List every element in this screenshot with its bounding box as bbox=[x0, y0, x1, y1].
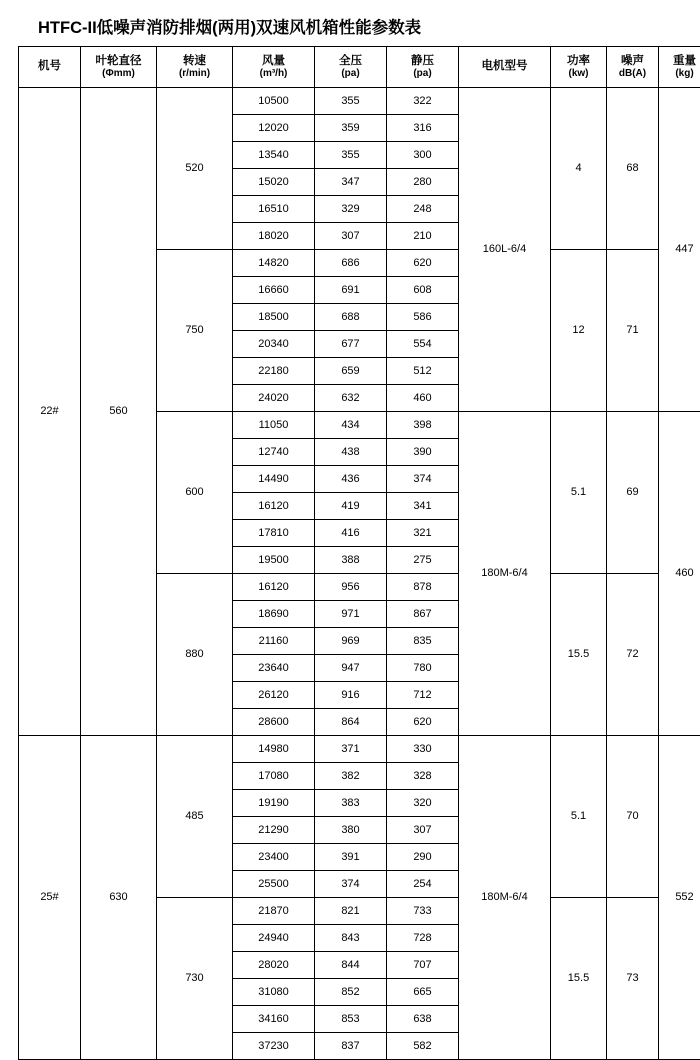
cell-flow: 18500 bbox=[233, 304, 315, 331]
cell-total-pressure: 956 bbox=[315, 574, 387, 601]
cell-impeller-diameter: 630 bbox=[81, 736, 157, 1060]
cell-static-pressure: 728 bbox=[387, 925, 459, 952]
cell-flow: 25500 bbox=[233, 871, 315, 898]
cell-static-pressure: 712 bbox=[387, 682, 459, 709]
cell-static-pressure: 330 bbox=[387, 736, 459, 763]
cell-flow: 23640 bbox=[233, 655, 315, 682]
cell-total-pressure: 853 bbox=[315, 1006, 387, 1033]
cell-flow: 14490 bbox=[233, 466, 315, 493]
cell-static-pressure: 878 bbox=[387, 574, 459, 601]
cell-noise: 70 bbox=[607, 736, 659, 898]
cell-flow: 18690 bbox=[233, 601, 315, 628]
cell-total-pressure: 388 bbox=[315, 547, 387, 574]
cell-static-pressure: 307 bbox=[387, 817, 459, 844]
cell-total-pressure: 391 bbox=[315, 844, 387, 871]
cell-static-pressure: 638 bbox=[387, 1006, 459, 1033]
cell-total-pressure: 844 bbox=[315, 952, 387, 979]
cell-model-no: 25# bbox=[19, 736, 81, 1060]
cell-flow: 13540 bbox=[233, 142, 315, 169]
cell-flow: 31080 bbox=[233, 979, 315, 1006]
cell-total-pressure: 347 bbox=[315, 169, 387, 196]
cell-flow: 12020 bbox=[233, 115, 315, 142]
cell-motor-model: 160L-6/4 bbox=[459, 88, 551, 412]
cell-static-pressure: 608 bbox=[387, 277, 459, 304]
header-total-pressure-unit: (pa) bbox=[315, 68, 386, 80]
header-total-pressure bbox=[315, 47, 387, 88]
cell-flow: 15020 bbox=[233, 169, 315, 196]
cell-power: 12 bbox=[551, 250, 607, 412]
cell-total-pressure: 688 bbox=[315, 304, 387, 331]
cell-impeller-diameter: 560 bbox=[81, 88, 157, 736]
header-rpm-unit: (r/min) bbox=[157, 68, 232, 80]
cell-noise: 72 bbox=[607, 574, 659, 736]
cell-flow: 18020 bbox=[233, 223, 315, 250]
cell-static-pressure: 341 bbox=[387, 493, 459, 520]
header-static-pressure-unit: (pa) bbox=[387, 68, 458, 80]
cell-total-pressure: 371 bbox=[315, 736, 387, 763]
header-total-pressure-label: 全压 bbox=[315, 55, 386, 68]
cell-flow: 28600 bbox=[233, 709, 315, 736]
cell-rpm: 520 bbox=[157, 88, 233, 250]
cell-flow: 26120 bbox=[233, 682, 315, 709]
cell-rpm: 750 bbox=[157, 250, 233, 412]
cell-flow: 19500 bbox=[233, 547, 315, 574]
header-motor-model-label: 电机型号 bbox=[459, 60, 550, 73]
header-rpm-label: 转速 bbox=[157, 55, 232, 68]
cell-static-pressure: 620 bbox=[387, 250, 459, 277]
cell-total-pressure: 691 bbox=[315, 277, 387, 304]
cell-total-pressure: 837 bbox=[315, 1033, 387, 1060]
cell-static-pressure: 321 bbox=[387, 520, 459, 547]
cell-total-pressure: 382 bbox=[315, 763, 387, 790]
header-flow-unit: (m³/h) bbox=[233, 68, 314, 80]
cell-static-pressure: 398 bbox=[387, 412, 459, 439]
cell-static-pressure: 665 bbox=[387, 979, 459, 1006]
header-rpm bbox=[157, 47, 233, 88]
cell-static-pressure: 390 bbox=[387, 439, 459, 466]
cell-flow: 37230 bbox=[233, 1033, 315, 1060]
cell-power: 15.5 bbox=[551, 574, 607, 736]
header-impeller-diameter-unit: (Φmm) bbox=[81, 68, 156, 80]
cell-flow: 24940 bbox=[233, 925, 315, 952]
cell-total-pressure: 355 bbox=[315, 142, 387, 169]
cell-model-no: 22# bbox=[19, 88, 81, 736]
cell-total-pressure: 843 bbox=[315, 925, 387, 952]
cell-total-pressure: 632 bbox=[315, 385, 387, 412]
cell-static-pressure: 254 bbox=[387, 871, 459, 898]
header-flow bbox=[233, 47, 315, 88]
cell-rpm: 485 bbox=[157, 736, 233, 898]
cell-flow: 19190 bbox=[233, 790, 315, 817]
cell-total-pressure: 374 bbox=[315, 871, 387, 898]
header-power-unit: (kw) bbox=[551, 68, 606, 80]
cell-flow: 16510 bbox=[233, 196, 315, 223]
cell-noise: 68 bbox=[607, 88, 659, 250]
header-model-no-label: 机号 bbox=[19, 60, 80, 73]
cell-flow: 16660 bbox=[233, 277, 315, 304]
specification-table bbox=[18, 46, 700, 1060]
cell-flow: 17080 bbox=[233, 763, 315, 790]
cell-flow: 16120 bbox=[233, 493, 315, 520]
cell-flow: 14980 bbox=[233, 736, 315, 763]
cell-rpm: 600 bbox=[157, 412, 233, 574]
cell-total-pressure: 416 bbox=[315, 520, 387, 547]
cell-total-pressure: 971 bbox=[315, 601, 387, 628]
header-power bbox=[551, 47, 607, 88]
cell-static-pressure: 322 bbox=[387, 88, 459, 115]
cell-static-pressure: 374 bbox=[387, 466, 459, 493]
cell-flow: 11050 bbox=[233, 412, 315, 439]
header-noise-unit: dB(A) bbox=[607, 68, 658, 80]
cell-total-pressure: 436 bbox=[315, 466, 387, 493]
cell-total-pressure: 383 bbox=[315, 790, 387, 817]
header-power-label: 功率 bbox=[551, 55, 606, 68]
header-impeller-diameter bbox=[81, 47, 157, 88]
cell-total-pressure: 419 bbox=[315, 493, 387, 520]
header-impeller-diameter-label: 叶轮直径 bbox=[81, 55, 156, 68]
cell-static-pressure: 554 bbox=[387, 331, 459, 358]
cell-flow: 28020 bbox=[233, 952, 315, 979]
cell-motor-model: 180M-6/4 bbox=[459, 736, 551, 1060]
cell-static-pressure: 512 bbox=[387, 358, 459, 385]
cell-total-pressure: 355 bbox=[315, 88, 387, 115]
header-weight bbox=[659, 47, 700, 88]
cell-static-pressure: 320 bbox=[387, 790, 459, 817]
table-row bbox=[19, 88, 700, 115]
cell-flow: 17810 bbox=[233, 520, 315, 547]
cell-static-pressure: 835 bbox=[387, 628, 459, 655]
cell-static-pressure: 290 bbox=[387, 844, 459, 871]
cell-weight: 552 bbox=[659, 736, 700, 1060]
page-title: HTFC-II低噪声消防排烟(两用)双速风机箱性能参数表 bbox=[38, 14, 682, 38]
cell-static-pressure: 280 bbox=[387, 169, 459, 196]
cell-weight: 460 bbox=[659, 412, 700, 736]
cell-static-pressure: 733 bbox=[387, 898, 459, 925]
cell-motor-model: 180M-6/4 bbox=[459, 412, 551, 736]
table-row bbox=[19, 736, 700, 763]
cell-total-pressure: 359 bbox=[315, 115, 387, 142]
header-weight-unit: (kg) bbox=[659, 68, 700, 80]
cell-power: 5.1 bbox=[551, 736, 607, 898]
cell-static-pressure: 867 bbox=[387, 601, 459, 628]
cell-total-pressure: 686 bbox=[315, 250, 387, 277]
cell-static-pressure: 316 bbox=[387, 115, 459, 142]
cell-flow: 16120 bbox=[233, 574, 315, 601]
header-noise bbox=[607, 47, 659, 88]
cell-flow: 14820 bbox=[233, 250, 315, 277]
cell-total-pressure: 434 bbox=[315, 412, 387, 439]
cell-total-pressure: 947 bbox=[315, 655, 387, 682]
cell-total-pressure: 659 bbox=[315, 358, 387, 385]
cell-static-pressure: 620 bbox=[387, 709, 459, 736]
cell-static-pressure: 582 bbox=[387, 1033, 459, 1060]
header-noise-label: 噪声 bbox=[607, 55, 658, 68]
cell-noise: 71 bbox=[607, 250, 659, 412]
cell-total-pressure: 864 bbox=[315, 709, 387, 736]
table-header bbox=[19, 47, 700, 88]
cell-noise: 73 bbox=[607, 898, 659, 1060]
cell-weight: 447 bbox=[659, 88, 700, 412]
cell-static-pressure: 460 bbox=[387, 385, 459, 412]
cell-static-pressure: 300 bbox=[387, 142, 459, 169]
cell-total-pressure: 821 bbox=[315, 898, 387, 925]
cell-total-pressure: 677 bbox=[315, 331, 387, 358]
cell-static-pressure: 210 bbox=[387, 223, 459, 250]
header-model-no bbox=[19, 47, 81, 88]
cell-flow: 21870 bbox=[233, 898, 315, 925]
cell-total-pressure: 329 bbox=[315, 196, 387, 223]
cell-power: 15.5 bbox=[551, 898, 607, 1060]
cell-power: 5.1 bbox=[551, 412, 607, 574]
cell-static-pressure: 248 bbox=[387, 196, 459, 223]
header-static-pressure-label: 静压 bbox=[387, 55, 458, 68]
cell-total-pressure: 852 bbox=[315, 979, 387, 1006]
header-flow-label: 风量 bbox=[233, 55, 314, 68]
header-static-pressure bbox=[387, 47, 459, 88]
cell-flow: 34160 bbox=[233, 1006, 315, 1033]
cell-rpm: 880 bbox=[157, 574, 233, 736]
table-header-row bbox=[19, 47, 700, 88]
cell-total-pressure: 380 bbox=[315, 817, 387, 844]
cell-flow: 21160 bbox=[233, 628, 315, 655]
cell-static-pressure: 586 bbox=[387, 304, 459, 331]
header-weight-label: 重量 bbox=[659, 55, 700, 68]
cell-power: 4 bbox=[551, 88, 607, 250]
cell-noise: 69 bbox=[607, 412, 659, 574]
cell-flow: 10500 bbox=[233, 88, 315, 115]
cell-flow: 21290 bbox=[233, 817, 315, 844]
cell-total-pressure: 307 bbox=[315, 223, 387, 250]
cell-flow: 23400 bbox=[233, 844, 315, 871]
cell-total-pressure: 969 bbox=[315, 628, 387, 655]
cell-total-pressure: 438 bbox=[315, 439, 387, 466]
cell-flow: 20340 bbox=[233, 331, 315, 358]
cell-flow: 22180 bbox=[233, 358, 315, 385]
cell-rpm: 730 bbox=[157, 898, 233, 1060]
cell-static-pressure: 780 bbox=[387, 655, 459, 682]
cell-total-pressure: 916 bbox=[315, 682, 387, 709]
cell-flow: 24020 bbox=[233, 385, 315, 412]
cell-flow: 12740 bbox=[233, 439, 315, 466]
cell-static-pressure: 328 bbox=[387, 763, 459, 790]
cell-static-pressure: 275 bbox=[387, 547, 459, 574]
cell-static-pressure: 707 bbox=[387, 952, 459, 979]
header-motor-model bbox=[459, 47, 551, 88]
